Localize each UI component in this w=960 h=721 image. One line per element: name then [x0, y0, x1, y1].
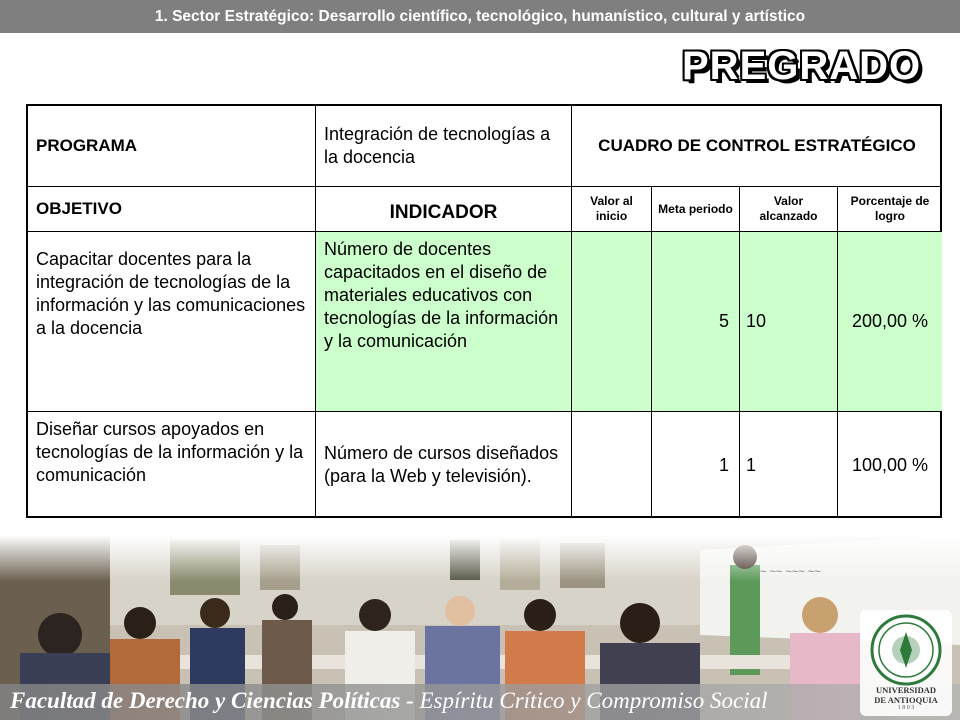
row1-objetivo: Capacitar docentes para la integración de tecnologías de la información y las comunicaciones a la docencia — [28, 232, 316, 412]
motto: Espíritu Crítico y Compromiso Social — [419, 688, 768, 713]
programa-label: PROGRAMA — [28, 106, 316, 187]
row2-alcanzado: 1 — [740, 412, 838, 518]
faculty-name: Facultad de Derecho y Ciencias Políticas — [10, 688, 401, 713]
row2-valor-inicio — [572, 412, 652, 518]
col-valor-inicio: Valor al inicio — [572, 187, 652, 232]
col-valor-alcanzado: Valor alcanzado — [740, 187, 838, 232]
seal-line2: DE ANTIOQUIA — [874, 695, 938, 705]
row1-meta: 5 — [652, 232, 740, 412]
row2-meta: 1 — [652, 412, 740, 518]
row1-valor-inicio — [572, 232, 652, 412]
row2-objetivo: Diseñar cursos apoyados en tecnologías de la información y la comunicación — [28, 412, 316, 518]
row2-porcentaje: 100,00 % — [851, 454, 929, 475]
programa-value: Integración de tecnologías a la docencia — [316, 106, 572, 187]
objetivo-label: OBJETIVO — [28, 187, 316, 232]
page-title: PREGRADO — [682, 44, 922, 88]
row1-indicador: Número de docentes capacitados en el diseño de materiales educativos con tecnologías de la información y la comunicación — [316, 232, 572, 412]
indicador-label: INDICADOR — [316, 187, 572, 232]
row1-alcanzado: 10 — [740, 232, 838, 412]
cuadro-control-header: CUADRO DE CONTROL ESTRATÉGICO — [572, 106, 942, 187]
university-seal — [860, 610, 952, 716]
footer-text — [10, 688, 768, 714]
row2-indicador: Número de cursos diseñados (para la Web y televisión). — [316, 412, 572, 518]
col-meta-periodo: Meta periodo — [652, 187, 740, 232]
seal-line1: UNIVERSIDAD — [876, 685, 936, 695]
seal-line3: 1 8 0 3 — [897, 705, 915, 711]
col-porcentaje-logro: Porcentaje de logro — [838, 187, 942, 232]
row1-porcentaje: 200,00 % — [838, 232, 942, 412]
sector-banner: 1. Sector Estratégico: Desarrollo científico, tecnológico, humanístico, cultural y artístico — [0, 0, 960, 33]
control-table — [26, 104, 942, 518]
footer-separator: - — [400, 688, 420, 713]
